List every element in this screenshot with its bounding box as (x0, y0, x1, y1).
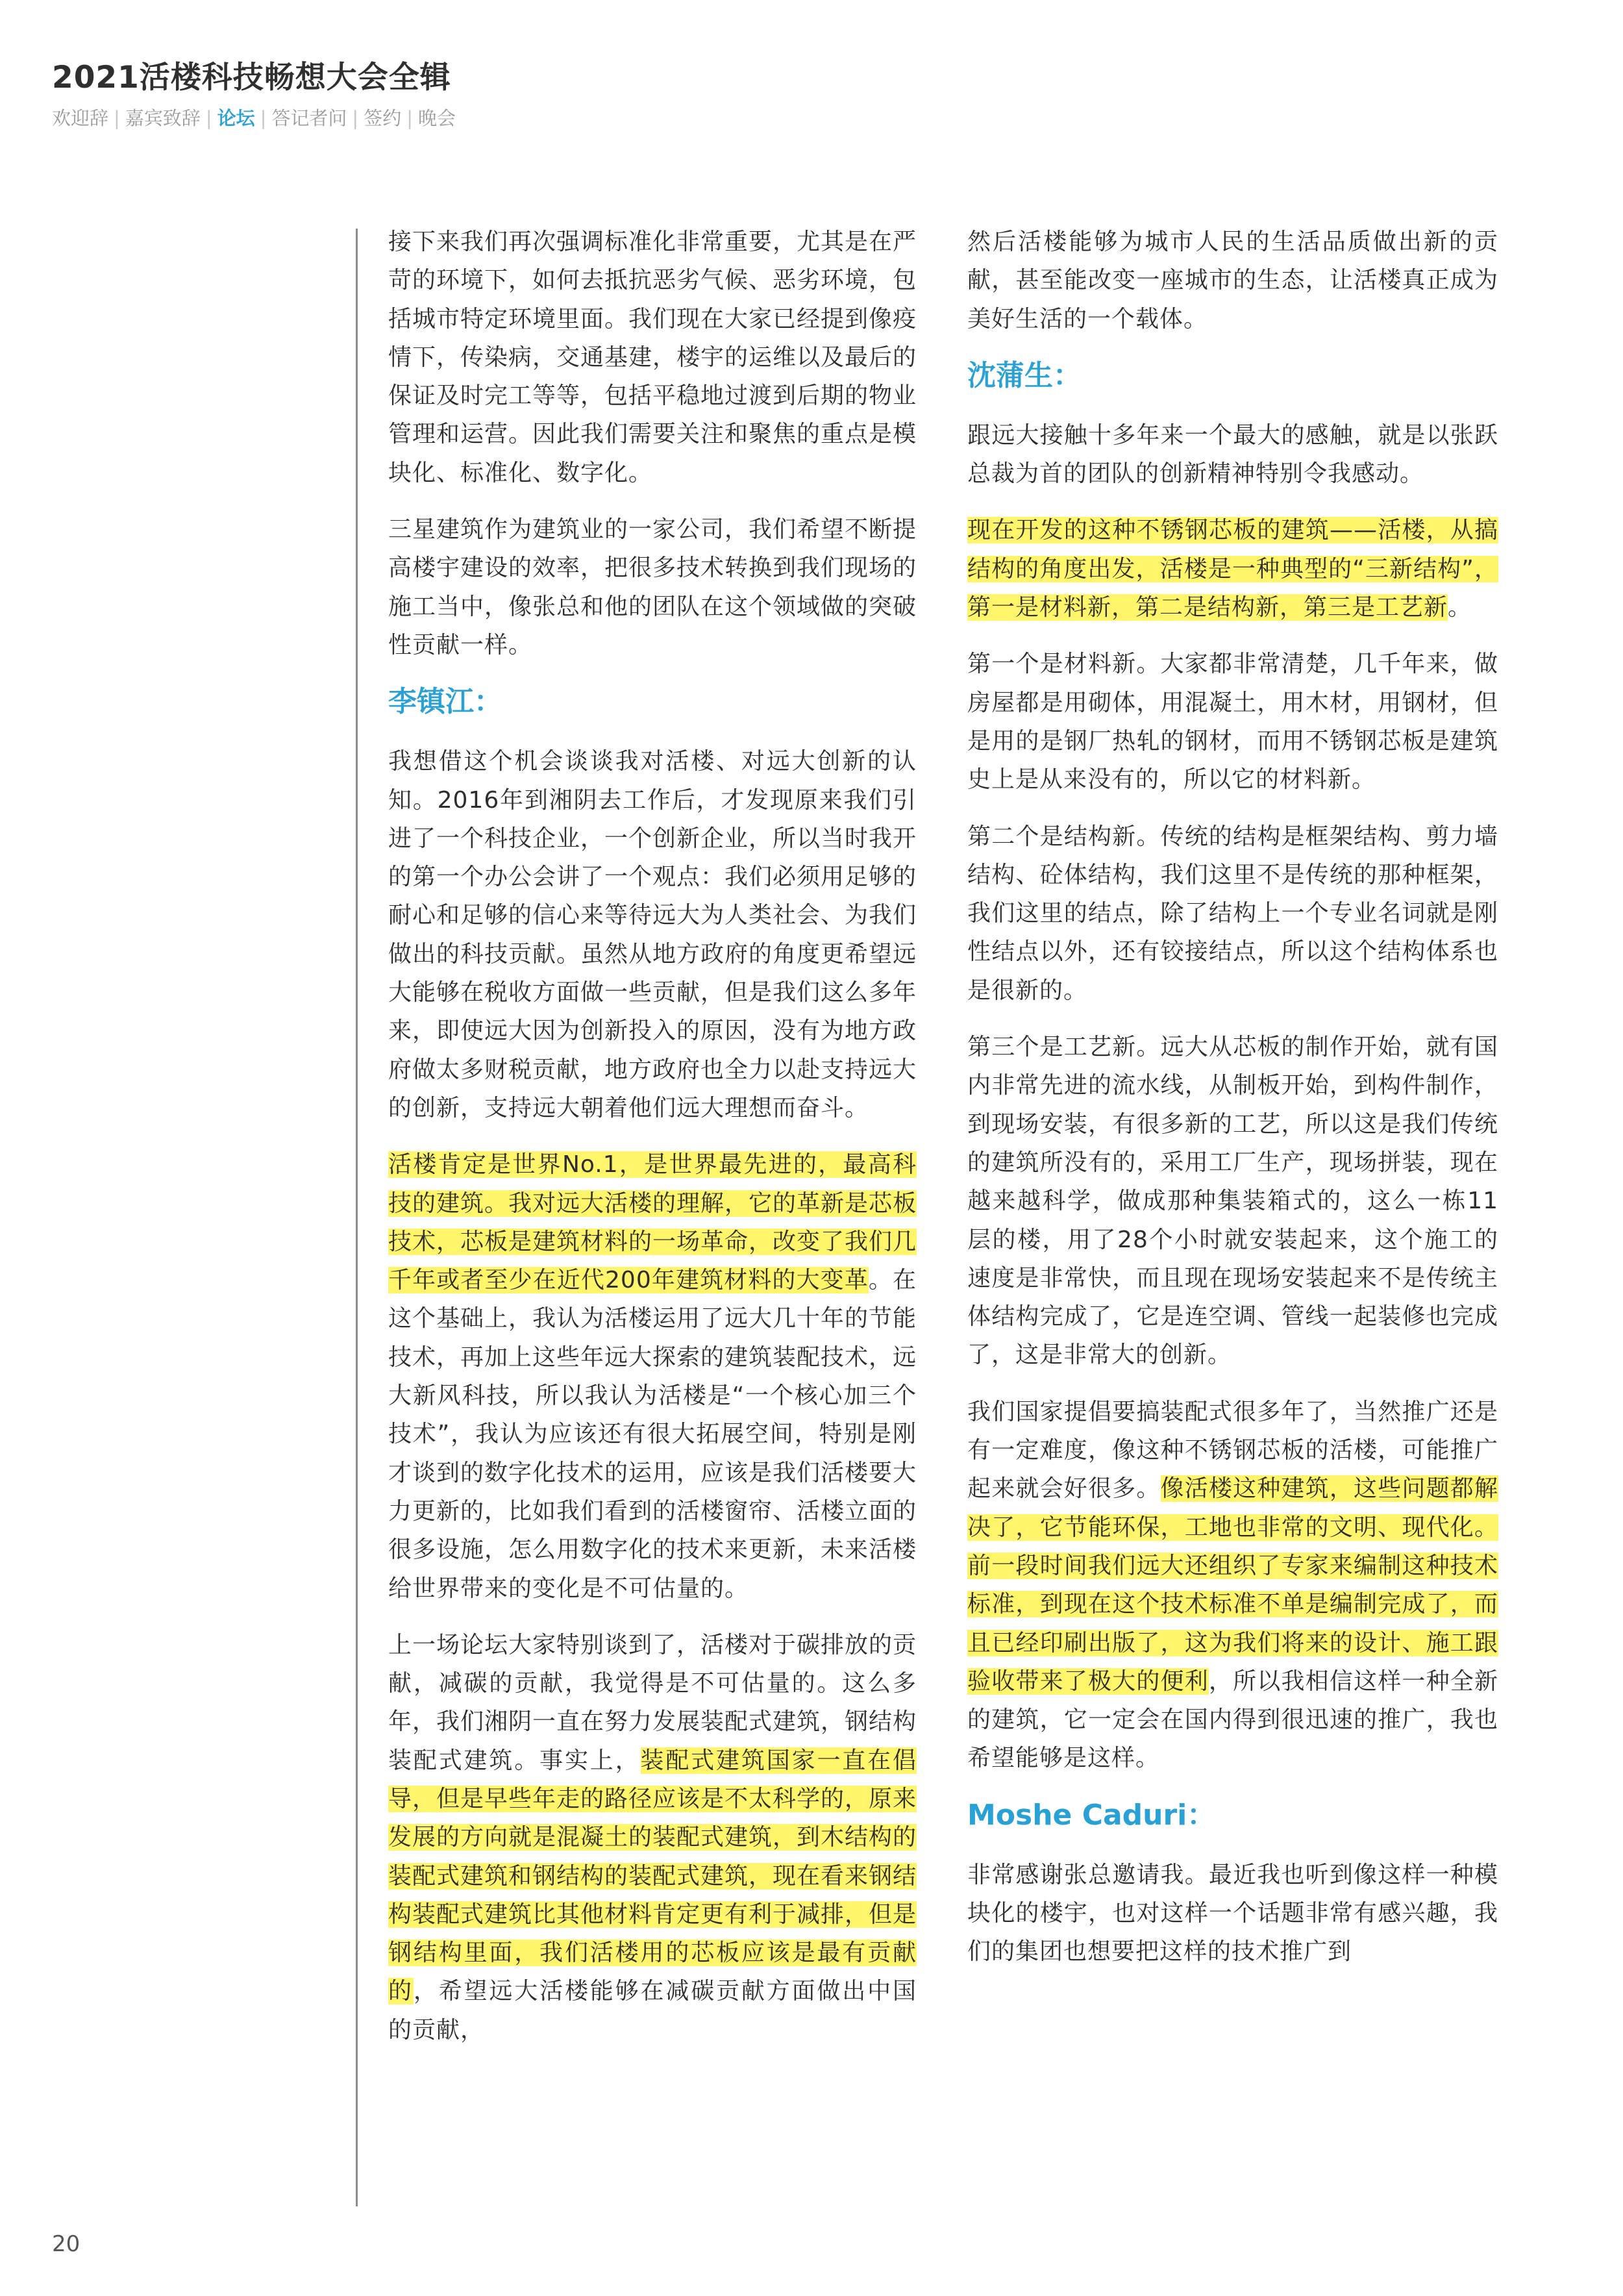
paragraph-text: ，希望远大活楼能够在减碳贡献方面做出中国的贡献， (388, 1978, 917, 2043)
left-column (388, 223, 917, 2067)
paragraph-text: 上一场论坛大家特别谈到了，活楼对于碳排放的贡献，减碳的贡献，我觉得是不可估量的。这么多年，我们湘阴一直在努力发展装配式建筑，钢结构装配式建筑。事实上， (388, 1631, 917, 1774)
paragraph-text: 我们国家提倡要搞装配式很多年了，当然推广还是有一定难度，像这种不锈钢芯板的活楼，可能推广起来就会好很多。 (967, 1398, 1498, 1503)
nav-item[interactable]: 晚会 (417, 107, 456, 129)
nav-item[interactable]: 答记者问 (271, 107, 347, 129)
body-paragraph (967, 645, 1498, 799)
nav-item[interactable]: 论坛 (217, 107, 255, 129)
paragraph-text: 跟远大接触十多年来一个最大的感触，就是以张跃总裁为首的团队的创新精神特别令我感动。 (967, 421, 1498, 488)
nav-item[interactable]: 欢迎辞 (52, 107, 109, 129)
body-paragraph (388, 1626, 917, 2049)
nav-separator: | (260, 107, 267, 129)
document-title: 2021活楼科技畅想大会全辑 (52, 60, 451, 95)
paragraph-text: 接下来我们再次强调标准化非常重要，尤其是在严苛的环境下，如何去抵抗恶劣气候、恶劣环境，包括城市特定环境里面。我们现在大家已经提到像疫情下，传染病，交通基建，楼宇的运维以及最后的保证及时完工等等，包括平稳地过渡到后期的物业管理和运营。因此我们需要关注和聚焦的重点是模块化、标准化、数字化。 (388, 229, 917, 486)
nav-item[interactable]: 签约 (364, 107, 402, 129)
paragraph-text: 第一个是材料新。大家都非常清楚，几千年来，做房屋都是用砌体，用混凝土，用木材，用钢材，但是用的是钢厂热轧的钢材，而用不锈钢芯板是建筑史上是从来没有的，所以它的材料新。 (967, 651, 1498, 793)
body-paragraph (967, 1393, 1498, 1778)
body-paragraph (967, 511, 1498, 627)
speaker-name: 李镇江： (388, 685, 502, 719)
body-paragraph (967, 1856, 1498, 1971)
paragraph-text: 。 (1448, 594, 1472, 621)
body-paragraph (388, 1145, 917, 1608)
nav-separator: | (352, 107, 359, 129)
paragraph-text: 三星建筑作为建筑业的一家公司，我们希望不断提高楼宇建设的效率，把很多技术转换到我们现场的施工当中，像张总和他的团队在这个领域做的突破性贡献一样。 (388, 516, 917, 658)
nav-separator: | (406, 107, 413, 129)
paragraph-text: ，所以我相信这样一种全新的建筑，它一定会在国内得到很迅速的推广，我也希望能够是这样。 (967, 1667, 1498, 1772)
highlighted-text: 装配式建筑国家一直在倡导，但是早些年走的路径应该是不太科学的，原来发展的方向就是混凝土的装配式建筑，到木结构的装配式建筑和钢结构的装配式建筑，现在看来钢结构装配式建筑比其他材料肯定更有利于减排，但是钢结构里面，我们活楼用的芯板应该是最有贡献的 (388, 1747, 917, 2005)
body-paragraph (967, 817, 1498, 1010)
page-number: 20 (52, 2231, 81, 2257)
speaker-name: Moshe Caduri： (967, 1798, 1216, 1832)
column-divider-line (356, 229, 358, 2206)
right-column (967, 223, 1498, 1990)
body-paragraph (388, 742, 917, 1127)
paragraph-text: 我想借这个机会谈谈我对活楼、对远大创新的认知。2016年到湘阴去工作后，才发现原来我们引进了一个科技企业，一个创新企业，所以当时我开的第一个办公会讲了一个观点：我们必须用足够的耐心和足够的信心来等待远大为人类社会、为我们做出的科技贡献。虽然从地方政府的角度更希望远大能够在税收方面做一些贡献，但是我们这么多年来，即使远大因为创新投入的原因，没有为地方政府做太多财税贡献，地方政府也全力以赴支持远大的创新，支持远大朝着他们远大理想而奋斗。 (388, 748, 917, 1121)
nav-separator: | (205, 107, 212, 129)
nav-separator: | (114, 107, 120, 129)
highlighted-text: 活楼肯定是世界No.1，是世界最先进的，最高科技的建筑。我对远大活楼的理解，它的革新是芯板技术，芯板是建筑材料的一场革命，改变了我们几千年或者至少在近代200年建筑材料的大变革 (388, 1151, 917, 1294)
paragraph-text: 非常感谢张总邀请我。最近我也听到像这样一种模块化的楼宇，也对这样一个话题非常有感兴趣，我们的集团也想要把这样的技术推广到 (967, 1861, 1498, 1965)
body-paragraph (388, 510, 917, 664)
highlighted-text: 现在开发的这种不锈钢芯板的建筑——活楼，从搞结构的角度出发，活楼是一种典型的“三新结构”，第一是材料新，第二是结构新，第三是工艺新 (967, 517, 1498, 621)
nav-item[interactable]: 嘉宾致辞 (125, 107, 201, 129)
speaker-name: 沈蒲生： (967, 358, 1082, 392)
section-breadcrumb (52, 104, 456, 131)
paragraph-text: 第二个是结构新。传统的结构是框架结构、剪力墙结构、砼体结构，我们这里不是传统的那种框架，我们这里的结点，除了结构上一个专业名词就是刚性结点以外，还有铰接结点，所以这个结构体系也是很新的。 (967, 823, 1498, 1004)
body-paragraph (967, 223, 1498, 338)
body-paragraph (967, 1028, 1498, 1375)
paragraph-text: 然后活楼能够为城市人民的生活品质做出新的贡献，甚至能改变一座城市的生态，让活楼真正成为美好生活的一个载体。 (967, 229, 1498, 332)
paragraph-text: 。在这个基础上，我认为活楼运用了远大几十年的节能技术，再加上这些年远大探索的建筑装配技术，远大新风科技，所以我认为活楼是“一个核心加三个技术”，我认为应该还有很大拓展空间，特别是刚才谈到的数字化技术的运用，应该是我们活楼要大力更新的，比如我们看到的活楼窗帘、活楼立面的很多设施，怎么用数字化的技术来更新，未来活楼给世界带来的变化是不可估量的。 (388, 1267, 917, 1602)
highlighted-text: 像活楼这种建筑，这些问题都解决了，它节能环保，工地也非常的文明、现代化。前一段时间我们远大还组织了专家来编制这种技术标准，到现在这个技术标准不单是编制完成了，而且已经印刷出版了，这为我们将来的设计、施工跟验收带来了极大的便利 (967, 1475, 1498, 1695)
paragraph-text: 第三个是工艺新。远大从芯板的制作开始，就有国内非常先进的流水线，从制板开始，到构件制作，到现场安装，有很多新的工艺，所以这是我们传统的建筑所没有的，采用工厂生产，现场拼装，现在越来越科学，做成那种集装箱式的，这么一栋11层的楼，用了28个小时就安装起来，这个施工的速度是非常快，而且现在现场安装起来不是传统主体结构完成了，它是连空调、管线一起装修也完成了，这是非常大的创新。 (967, 1034, 1498, 1369)
body-paragraph (967, 416, 1498, 493)
body-paragraph (388, 223, 917, 492)
